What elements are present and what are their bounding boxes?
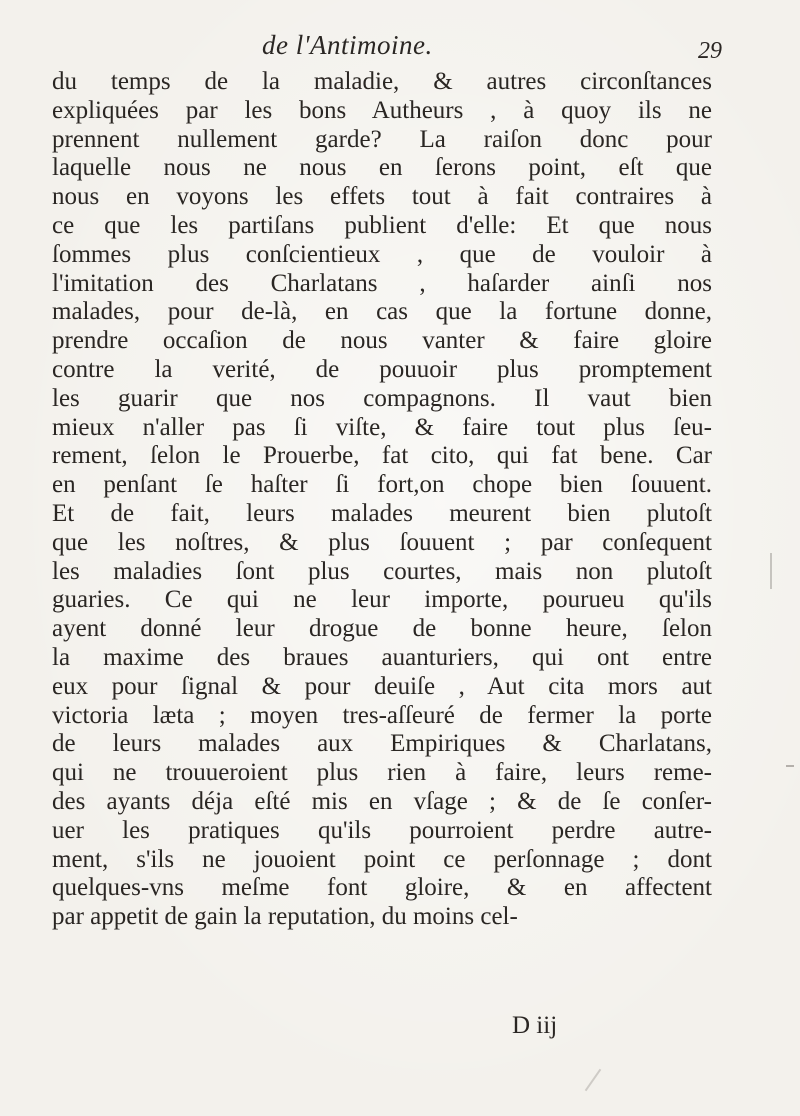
text-line: expliquées par les bons Autheurs , à quoy ils ne [52,96,712,124]
text-line: l'imitation des Charlatans , haſarder ainſi nos [52,269,712,297]
text-line: rement, ſelon le Prouerbe, fat cito, qui fat bene. Car [52,442,712,470]
text-line: les guarir que nos compagnons. Il vaut bien [52,384,712,412]
text-line: prendre occaſion de nous vanter & faire gloire [52,327,712,355]
text-line: par appetit de gain la reputation, du moins cel- [52,903,518,931]
running-head: de l'Antimoine. [262,30,433,60]
text-line: les maladies ſont plus courtes, mais non plutoſt [52,557,712,585]
text-line: Et de fait, leurs malades meurent bien plutoſt [52,499,712,527]
text-line: malades, pour de-là, en cas que la fortune donne, [52,298,712,326]
ink-smudge [770,553,772,589]
signature-mark: D iij [512,1012,558,1039]
text-line: de leurs malades aux Empiriques & Charlatans, [52,730,712,758]
text-line: en penſant ſe haſter ſi fort,on chope bien ſouuent. [52,471,712,499]
text-line: nous en voyons les effets tout à fait contraires à [52,183,712,211]
text-line: ayent donné leur drogue de bonne heure, ſelon [52,615,712,643]
text-line: laquelle nous ne nous en ſerons point, eſt que [52,154,712,182]
ink-mark [585,1069,602,1091]
text-line: quelques-vns meſme font gloire, & en affectent [52,874,712,902]
text-line: que les noſtres, & plus ſouuent ; par conſequent [52,528,712,556]
text-line: des ayants déja eſté mis en vſage ; & de ſe conſer- [52,787,712,815]
text-line: uer les pratiques qu'ils pourroient perdre autre- [52,816,712,844]
text-line: ment, s'ils ne jouoient point ce perſonnage ; dont [52,845,712,873]
text-line: du temps de la maladie, & autres circonſtances [52,68,712,95]
text-line: guaries. Ce qui ne leur importe, pourueu qu'ils [52,586,712,614]
ink-smudge [786,765,794,767]
text-line: qui ne trouueroient plus rien à faire, leurs reme- [52,759,712,787]
text-line: ce que les partiſans publient d'elle: Et que nous [52,211,712,239]
page-number: 29 [698,38,722,64]
text-line: victoria læta ; moyen tres-aſſeuré de fermer la porte [52,701,712,729]
text-line: contre la verité, de pouuoir plus promptement [52,355,712,383]
body-text [52,68,712,932]
text-line: prennent nullement garde? La raiſon donc pour [52,125,712,153]
text-line: mieux n'aller pas ſi viſte, & faire tout plus ſeu- [52,413,712,441]
text-line: eux pour ſignal & pour deuiſe , Aut cita mors aut [52,672,712,700]
text-line: ſommes plus conſcientieux , que de vouloir à [52,240,712,268]
text-line: la maxime des braues auanturiers, qui ont entre [52,643,712,671]
